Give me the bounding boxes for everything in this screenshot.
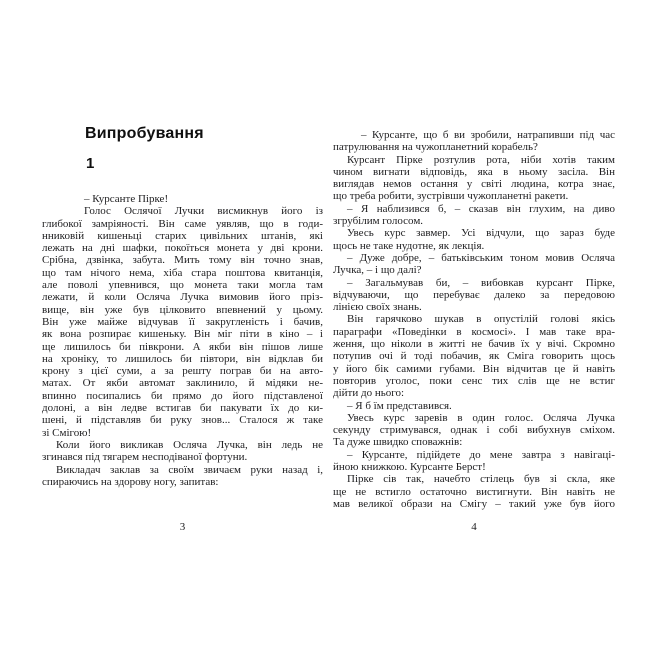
text-line: що там нічого нема, хіба стара поштова квитанція, (42, 266, 323, 279)
text-line: мав великої образи на Смігу – такий уже був його (333, 497, 615, 510)
text-line: Голос Ослячої Лучки висмикнув його із (84, 205, 323, 218)
text-line: лежати, й коли Осляча Лучка вимовив його пріз- (42, 291, 323, 304)
text-line: – Курсанте Пірке! (84, 193, 169, 205)
text-line: вище, він уже був цілковито впевнений у цьому. (42, 303, 323, 316)
text-line: щось не таке нудотне, як лекція. (333, 239, 485, 252)
text-line: повторив уголос, поки сенс тих слів ще не встиг (333, 374, 615, 387)
text-line: як вона розпирає кишеньку. Він міг піти в кіно – і (42, 328, 323, 341)
text-line: але поволі упевнився, що монета таки могла там (42, 279, 323, 292)
text-line: ще лишилось би півкрони. А якби він пішов лише (42, 340, 323, 353)
text-line: відчуваючи, що перебуває далеко за передовою (333, 288, 615, 301)
page-number-right: 4 (471, 521, 477, 533)
right-page-text (333, 129, 615, 510)
text-line: ще не встигло остаточно вистигнути. Він навіть не (333, 485, 615, 498)
text-line: згинався під тягарем несподіваної фортуни. (42, 451, 248, 464)
text-line: долоні, а він ледве встигав би пакувати їх до ки- (42, 402, 323, 415)
text-line: Коли його викликав Осляча Лучка, він ледь не (56, 438, 323, 451)
page-number-left: 3 (179, 521, 186, 533)
text-line: крону з цієї суми, а за решту пограв би на авто- (42, 365, 323, 378)
chapter-number: 1 (86, 155, 95, 172)
text-line: – Курсанте, що б ви зробили, натрапивши під час (361, 129, 615, 141)
text-line: глибокої замріяності. Він саме уявляв, що в годи- (42, 217, 323, 230)
text-line: – Дуже добре, – батьківським тоном мовив Осляча (347, 251, 615, 264)
text-line: впинно посипались би прямо до його підставленої (42, 389, 323, 402)
text-line: у його бік самими губами. Він відчитав це й навіть (333, 362, 615, 375)
text-line: – Курсанте, підійдете до мене завтра з навігаці- (347, 448, 615, 461)
text-line: Срібна, дзвінка, забута. Мить тому він точно знав, (42, 254, 323, 267)
text-line: – Я б їм представився. (347, 399, 452, 412)
left-page-text (42, 193, 323, 488)
text-line: потупив очі й тоді побачив, як Сміга говорить щось (333, 350, 615, 363)
text-line: шені, й підставляв би руку знов... Сталося ж таке (42, 414, 323, 427)
text-line: виглядав немов остання у світі людина, котра знає, (333, 178, 615, 191)
chapter-title: Випробування (85, 125, 204, 142)
text-line: Та дуже швидко споважнів: (333, 436, 463, 449)
text-line: на хроніку, то лишилось би півтори, він відклав би (42, 352, 323, 365)
text-line: параграфи «Поведінки в космосі». І мав таке вра- (333, 325, 615, 338)
text-line: Пірке сів так, начебто стілець був зі скла, яке (347, 473, 615, 486)
text-line: ження, що ніколи в житті не бачив їх у вічі. Скромно (333, 338, 615, 351)
text-line: йною книжкою. Курсанте Берст! (333, 461, 486, 474)
page-right (333, 129, 615, 590)
text-line: зі Смігою! (42, 426, 92, 439)
text-line: секунду стримувався, однак і собі вибухнув сміхом. (333, 424, 615, 437)
page-left (42, 120, 323, 590)
text-line: Курсант Пірке розтулив рота, ніби хотів таким (347, 153, 615, 166)
text-line: що треба робити, зустрівши чужопланетні ракети. (333, 190, 569, 203)
text-line: Увесь курс заревів в один голос. Осляча Лучка (347, 411, 615, 424)
text-line: лінією своїх знань. (333, 301, 422, 314)
text-line: дійти до нього: (333, 387, 405, 400)
text-line: матах. От якби автомат заклинило, й мідяки не- (42, 377, 323, 390)
text-line: патрулювання на чужопланетний корабель? (333, 141, 538, 154)
text-line: – Загальмував би, – вибовкав курсант Пірке, (347, 276, 615, 289)
text-line: спираючись на здорову ногу, запитав: (42, 475, 219, 488)
text-line: Він гарячково шукав в опустілій голові якісь (347, 313, 615, 326)
text-line: Викладач заклав за своїм звичаєм руки назад і, (56, 463, 323, 476)
text-line: – Я наблизився б, – сказав він глухим, на диво (347, 202, 615, 215)
text-line: згрубілим голосом. (333, 215, 424, 228)
text-line: Він уже майже відчував її закругленість і бачив, (42, 315, 323, 328)
text-line: Лучка, – і що далі? (333, 264, 422, 277)
text-line: нниковій кишеньці старих цивільних штанів, які (42, 229, 323, 242)
text-line: чином вигнати відповідь, яка в ньому засіла. Він (333, 165, 615, 178)
text-line: лежать на дні шафки, покоїться монета у дві крони. (42, 242, 323, 255)
text-line: Увесь курс завмер. Усі відчули, що зараз буде (347, 227, 615, 240)
